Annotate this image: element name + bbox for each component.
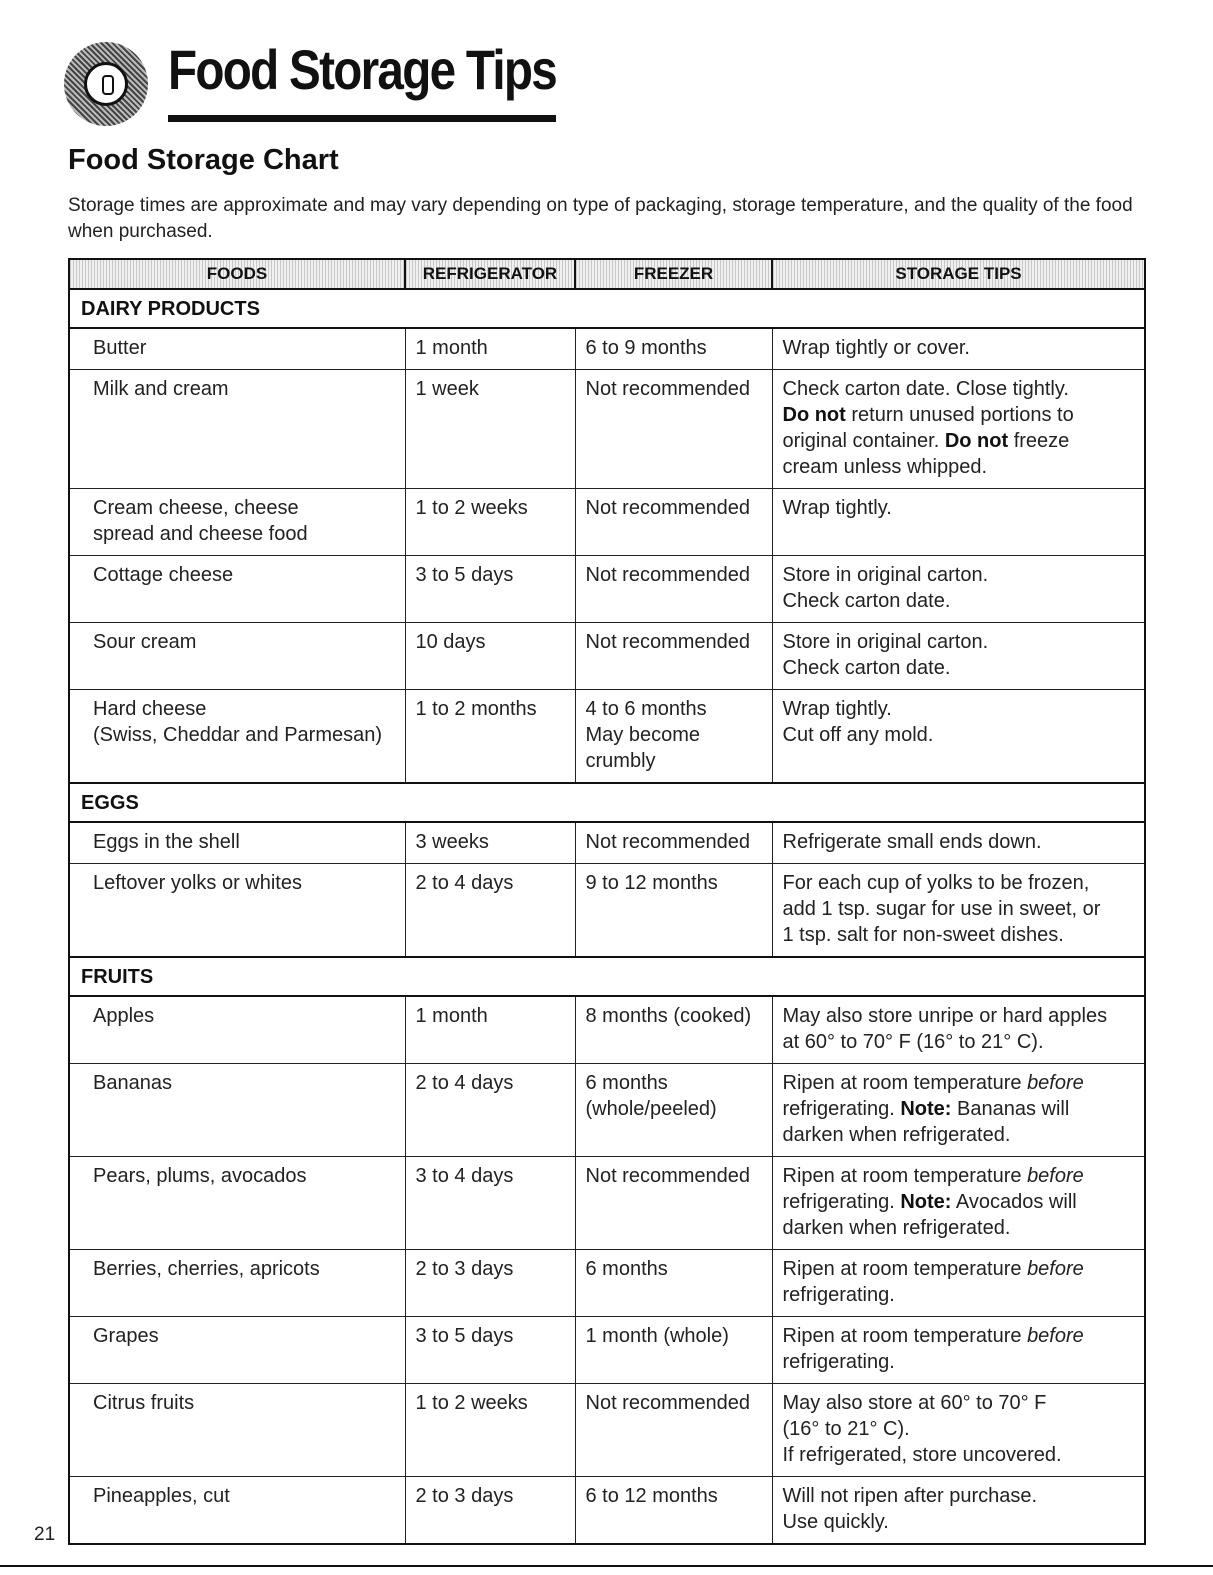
food-cell: Pears, plums, avocados	[69, 1157, 405, 1250]
refrigerator-cell: 1 month	[405, 996, 575, 1064]
food-cell: Apples	[69, 996, 405, 1064]
food-cell: Butter	[69, 328, 405, 370]
food-cell: Citrus fruits	[69, 1384, 405, 1477]
freezer-cell: Not recommended	[575, 1157, 772, 1250]
food-cell: Bananas	[69, 1064, 405, 1157]
freezer-cell: 4 to 6 months May become crumbly	[575, 690, 772, 784]
title-underline	[168, 115, 556, 122]
refrigerator-cell: 1 to 2 weeks	[405, 489, 575, 556]
category-label: EGGS	[69, 783, 1145, 822]
tips-cell: Ripen at room temperature before refrigerating. Note: Avocados will darken when refrigerated.	[772, 1157, 1145, 1250]
food-cell: Berries, cherries, apricots	[69, 1250, 405, 1317]
tip-line: cream unless whipped.	[782, 456, 988, 478]
category-row	[69, 289, 1145, 328]
tip-italic: before	[1027, 1165, 1084, 1187]
tips-cell: Ripen at room temperature before refrigerating. Note: Bananas will darken when refrigerated.	[772, 1064, 1145, 1157]
table-row	[69, 623, 1145, 690]
table-row	[69, 1477, 1145, 1545]
tips-cell: May also store at 60° to 70° F (16° to 21° C). If refrigerated, store uncovered.	[772, 1384, 1145, 1477]
food-cell: Grapes	[69, 1317, 405, 1384]
freezer-cell: Not recommended	[575, 623, 772, 690]
tip-italic: before	[1027, 1325, 1084, 1347]
table-row	[69, 690, 1145, 784]
table-row	[69, 1250, 1145, 1317]
category-row	[69, 957, 1145, 996]
tip-emphasis: Note:	[900, 1191, 952, 1213]
refrigerator-cell: 3 to 4 days	[405, 1157, 575, 1250]
header-foods: FOODS	[69, 259, 405, 289]
tip-emphasis: Do not	[944, 430, 1009, 452]
intro-text: Storage times are approximate and may vary depending on type of packaging, storage temperature, and the quality of the food when purchased.	[68, 195, 1133, 242]
refrigerator-cell: 2 to 3 days	[405, 1250, 575, 1317]
table-row	[69, 556, 1145, 623]
freezer-cell: Not recommended	[575, 1384, 772, 1477]
table-row	[69, 1384, 1145, 1477]
refrigerator-cell: 2 to 4 days	[405, 864, 575, 958]
food-cell: Pineapples, cut	[69, 1477, 405, 1545]
freezer-cell: 1 month (whole)	[575, 1317, 772, 1384]
tip-text: freeze	[1008, 430, 1070, 452]
refrigerator-cell: 3 to 5 days	[405, 1317, 575, 1384]
tips-cell: Store in original carton. Check carton date.	[772, 623, 1145, 690]
freezer-cell: Not recommended	[575, 489, 772, 556]
category-label: FRUITS	[69, 957, 1145, 996]
tip-emphasis: Note:	[900, 1098, 952, 1120]
category-label: DAIRY PRODUCTS	[69, 289, 1145, 328]
food-cell: Cottage cheese	[69, 556, 405, 623]
freezer-cell: 6 months	[575, 1250, 772, 1317]
freezer-cell: 6 to 12 months	[575, 1477, 772, 1545]
freezer-cell: 8 months (cooked)	[575, 996, 772, 1064]
food-storage-logo-icon	[64, 42, 148, 126]
table-header-row	[69, 259, 1145, 289]
tips-cell: For each cup of yolks to be frozen, add 1 tsp. sugar for use in sweet, or 1 tsp. salt for non-sweet dishes.	[772, 864, 1145, 958]
food-cell: Milk and cream	[69, 370, 405, 489]
header-refrigerator: REFRIGERATOR	[405, 259, 575, 289]
refrigerator-cell: 3 weeks	[405, 822, 575, 864]
freezer-cell: 6 months (whole/peeled)	[575, 1064, 772, 1157]
table-row	[69, 1317, 1145, 1384]
tip-italic: before	[1027, 1072, 1084, 1094]
section-title: Food Storage Chart	[68, 144, 339, 176]
table-row	[69, 822, 1145, 864]
food-cell: Hard cheese (Swiss, Cheddar and Parmesan)	[69, 690, 405, 784]
freezer-cell: Not recommended	[575, 822, 772, 864]
refrigerator-cell: 1 to 2 months	[405, 690, 575, 784]
table-row	[69, 864, 1145, 958]
tip-italic: before	[1027, 1258, 1084, 1280]
food-cell: Sour cream	[69, 623, 405, 690]
freezer-cell: Not recommended	[575, 370, 772, 489]
freezer-cell: 6 to 9 months	[575, 328, 772, 370]
tips-cell: Will not ripen after purchase. Use quickly.	[772, 1477, 1145, 1545]
refrigerator-cell: 2 to 3 days	[405, 1477, 575, 1545]
freezer-cell: Not recommended	[575, 556, 772, 623]
food-storage-table	[68, 258, 1146, 1545]
food-cell: Eggs in the shell	[69, 822, 405, 864]
refrigerator-cell: 3 to 5 days	[405, 556, 575, 623]
category-row	[69, 783, 1145, 822]
page-number: 21	[34, 1524, 56, 1545]
tips-cell: Wrap tightly or cover.	[772, 328, 1145, 370]
page-header	[62, 34, 562, 129]
food-cell: Leftover yolks or whites	[69, 864, 405, 958]
refrigerator-cell: 1 to 2 weeks	[405, 1384, 575, 1477]
table-row	[69, 1064, 1145, 1157]
food-cell: Cream cheese, cheese spread and cheese food	[69, 489, 405, 556]
tip-emphasis: Do not	[782, 404, 846, 426]
tips-cell: Store in original carton. Check carton date.	[772, 556, 1145, 623]
table-row	[69, 996, 1145, 1064]
tip-text: return unused portions to	[845, 404, 1074, 426]
tips-cell: Ripen at room temperature before refrigerating.	[772, 1250, 1145, 1317]
table-row	[69, 1157, 1145, 1250]
tips-cell: Refrigerate small ends down.	[772, 822, 1145, 864]
header-freezer: FREEZER	[575, 259, 772, 289]
table-row	[69, 328, 1145, 370]
tips-cell: Wrap tightly.	[772, 489, 1145, 556]
refrigerator-cell: 1 week	[405, 370, 575, 489]
tips-cell: Wrap tightly. Cut off any mold.	[772, 690, 1145, 784]
tip-line: Check carton date. Close tightly.	[782, 378, 1069, 400]
header-storage-tips: STORAGE TIPS	[772, 259, 1145, 289]
tips-cell: Ripen at room temperature before refrigerating.	[772, 1317, 1145, 1384]
tip-text: original container.	[782, 430, 945, 452]
freezer-cell: 9 to 12 months	[575, 864, 772, 958]
table-row	[69, 370, 1145, 489]
tips-cell	[772, 370, 1145, 489]
refrigerator-cell: 2 to 4 days	[405, 1064, 575, 1157]
page-title: Food Storage Tips	[168, 38, 557, 101]
footer-rule	[0, 1565, 1213, 1567]
tips-cell: May also store unripe or hard apples at 60° to 70° F (16° to 21° C).	[772, 996, 1145, 1064]
refrigerator-cell: 10 days	[405, 623, 575, 690]
refrigerator-cell: 1 month	[405, 328, 575, 370]
table-row	[69, 489, 1145, 556]
